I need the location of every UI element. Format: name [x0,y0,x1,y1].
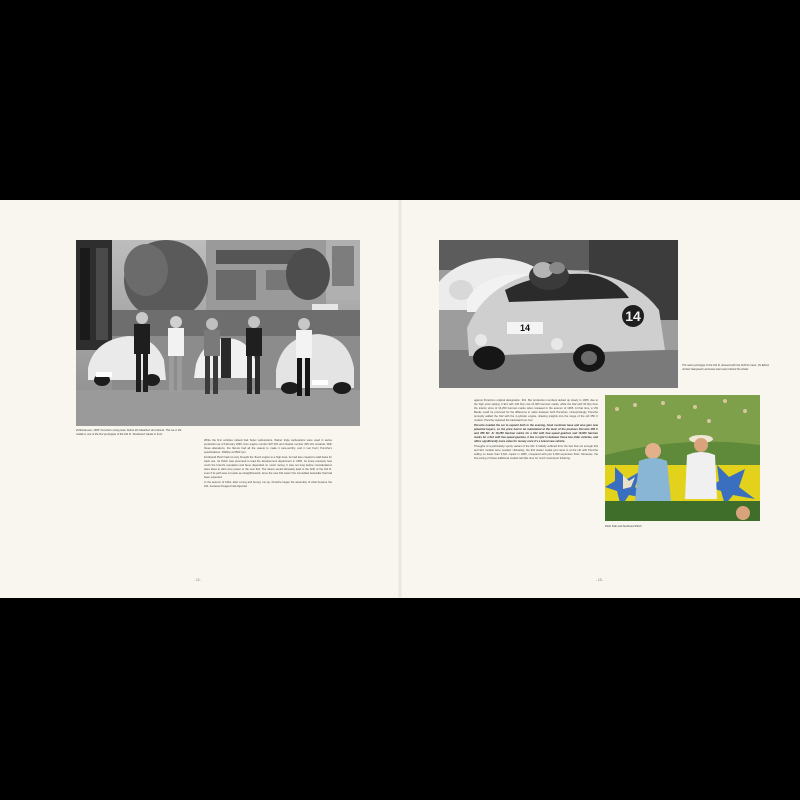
page-number-right: - 13 - [596,578,604,582]
hillside-photo-image [605,395,760,521]
race-car-photo-image [439,240,678,388]
spine-gutter [398,200,402,598]
page-number-left: - 12 - [194,578,202,582]
team-photo [76,240,360,426]
race-car-photo-caption: The same prototype of the 911 R, dressed with the 1100 km lane. Vic Elford, Jochen Neerpasch and Hans Herrmann behind the wheel. [682,364,770,371]
team-photo-caption: Zuffenhausen, 1965: Porsche's racing team before the Marathon de la Route. The car in the middle is one of the first prototypes of the 911 R. 'Ferdinand' stands in front. [76,429,182,436]
svg-text:14: 14 [625,308,641,324]
book-spread [0,200,800,598]
left-paragraph: While the first vehicles indeed had Solex carburettors, Weber triple carburettors were used in series production as of February 1966, from engine number 907 001 and chassis number 305 101 onwards. With these alterations, the flat-six had all the assets to make it race-worthy, and it met Ferry Porsche's specifications: 160bhp at 6500 rpm. [204,439,332,454]
right-paragraph: against Porsche's original designation, 901. But production numbers lacked up slowly in 1965, due to the high price setting. A 911 with 130 bhp cost 21,900 German marks, while the 912 with 90 bhp from the interim price of 16,250 German marks when released in the autumn of 1965. At that time, a VW Beetle could be procured for the difference in value between both Porsches. Unsurprisingly, Porsche promptly added the 912 with the 4-cylinder engine, drawing insights into the range of the old 356 C models. Porsche replaced the backward turn-four. [474,399,598,422]
left-paragraph: In the autumn of 1964, after a long and bumpy run-up, Porsche began the assembly of what became the 911, because Peugeot had objected [204,481,332,488]
left-body-text [204,439,332,490]
right-body-text [474,399,598,462]
left-paragraph: Ferdinand Piëch had not only brought the 'fixed' engine to a high level, he had also created a solid basis for track use. As Piëch was promoted to lead the development department in 1965, he knew precisely how much the brand's reputation and fame depended on motor racing. It was not long before considerations were afoot to add more power to the new 911. The desire would ultimately lead to the birth of the 911 R, even if its path was not quite as straightforward, since the new 911 wasn't the immediate bestseller that had been expected. [204,456,332,479]
right-paragraph: Thoughts of a particularly sporty variant of the 911 S initially suffered from the fact that not enough 911 and 912 models were needed. Ultimately, the 911 starter model just came in at the UK with Porsche selling no fewer than 6,621 copies in 1965, compared with just 3,390 expensive 911s. Moreover, the fine-tuning of these additional models left little time for much motorsport tinkering. [474,444,598,460]
hillside-photo [605,395,760,521]
team-photo-image [76,240,360,426]
svg-text:14: 14 [519,323,531,333]
race-car-photo [439,240,678,388]
hillside-photo-caption: Peter Falk and Ferdinand Piëch [605,525,642,528]
right-emphasis-paragraph: Porsche needed the car to expand both in the evening, hook customer base and also gain new potential buyers, so the price had to be maintained at the level of the previous Porsche 356 C and 356 SC. At 16,250 German marks for a 912 with four-speed gearbox and 16,800 German marks for a 912 with five-speed gearbox, it lies in right in between those two older vehicles, and offers significantly more value for money once it's a brand new vehicle. [474,423,598,443]
